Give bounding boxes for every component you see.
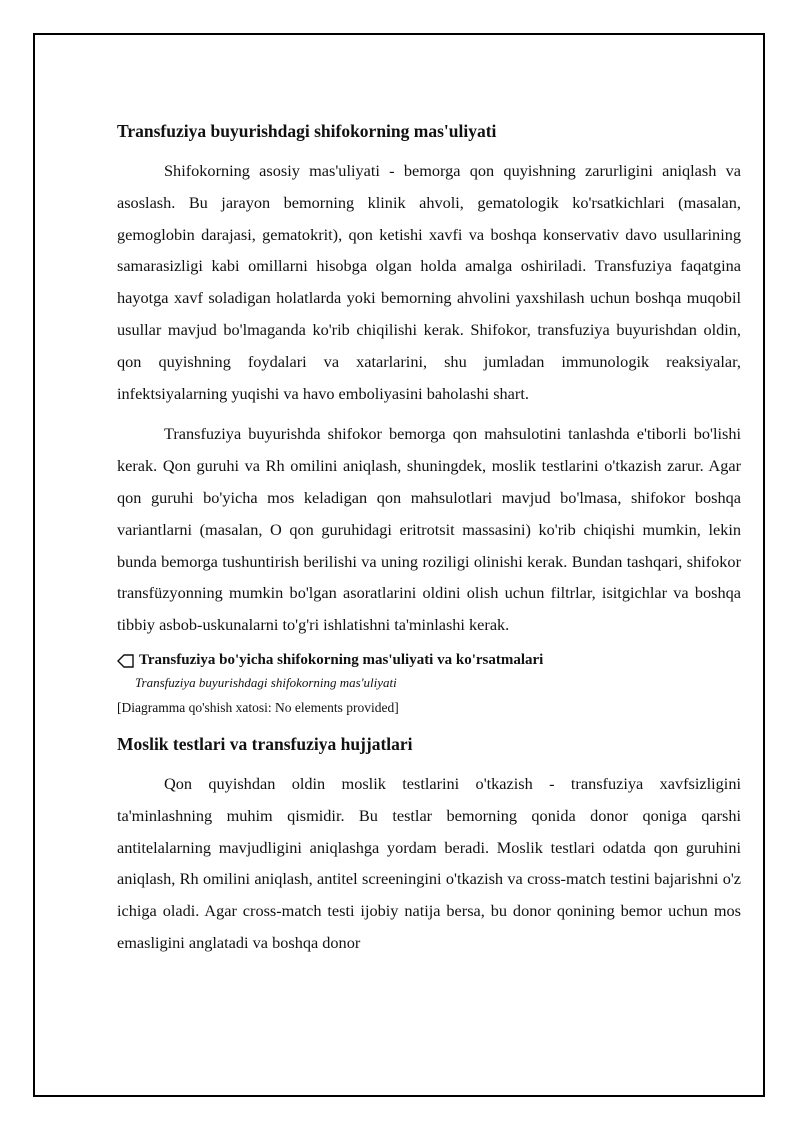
diagram-title-text: Transfuziya bo'yicha shifokorning mas'uliyati va ko'rsatmalari (139, 652, 544, 669)
diagram-title (117, 650, 741, 672)
diagram-block (117, 650, 741, 718)
paragraph-physician-responsibility-2: Transfuziya buyurishda shifokor bemorga qon mahsulotini tanlashda e'tiborli bo'lishi kerak. Qon guruhi va Rh omilini aniqlash, shuningdek, moslik testlarini o'tkazish zarur. Agar qon guruhi bo'yicha mos keladigan qon mahsulotlari mavjud bo'lmasa, shifokor boshqa variantlarni (masalan, O qon guruhidagi eritrotsit massasini) ko'rib chiqishi mumkin, lekin bunda bemorga tushuntirish berilishi va uning roziligi olinishi kerak. Bundan tashqari, shifokor transfüzyonning mumkin bo'lgan asoratlarini oldini olish uchun filtrlar, isitgichlar va boshqa tibbiy asbob-uskunalarni to'g'ri ishlatishni ta'minlashi kerak. (117, 424, 741, 635)
diamond-icon (117, 653, 135, 669)
document-content (117, 121, 741, 968)
section-heading-physician-responsibility: Transfuziya buyurishdagi shifokorning mas'uliyati (117, 121, 497, 141)
paragraph-physician-responsibility-1: Shifokorning asosiy mas'uliyati - bemorga qon quyishning zarurligini aniqlash va asoslash. Bu jarayon bemorning klinik ahvoli, gematologik ko'rsatkichlari (masalan, gemoglobin darajasi, gematokrit), qon ketishi xavfi va boshqa konservativ davo usullarining samarasizligi kabi omillarni hisobga olgan holda amalga oshiriladi. Transfuziya faqatgina hayotga xavf soladigan holatlarda yoki bemorning ahvolini yaxshilash uchun boshqa muqobil usullar mavjud bo'lmaganda ko'rib chiqilishi kerak. Shifokor, transfuziya buyurishdan oldin, qon quyishning foydalari va xatarlarini, shu jumladan immunologik reaksiyalar, infektsiyalarning yuqishi va havo emboliyasini baholashi shart. (117, 161, 741, 403)
paragraph-compatibility-tests-1: Qon quyishdan oldin moslik testlarini o'tkazish - transfuziya xavfsizligini ta'minlashning muhim qismidir. Bu testlar bemorning qonida donor qoniga qarshi antitelalarning mavjudligini aniqlashga yordam beradi. Moslik testlari odatda qon guruhini aniqlash, Rh omilini aniqlash, antitel screeningini o'tkazish va cross-match testini bajarishni o'z ichiga oladi. Agar cross-match testi ijobiy natija bersa, bu donor qonining bemor uchun mos emasligini anglatadi va boshqa donor (117, 773, 741, 952)
section-heading-compatibility-tests: Moslik testlari va transfuziya hujjatlari (117, 733, 413, 754)
page-border (33, 33, 765, 1097)
diagram-error-message: [Diagramma qo'shish xatosi: No elements provided] (117, 699, 399, 715)
diagram-subtitle: Transfuziya buyurishdagi shifokorning mas'uliyati (135, 674, 397, 690)
